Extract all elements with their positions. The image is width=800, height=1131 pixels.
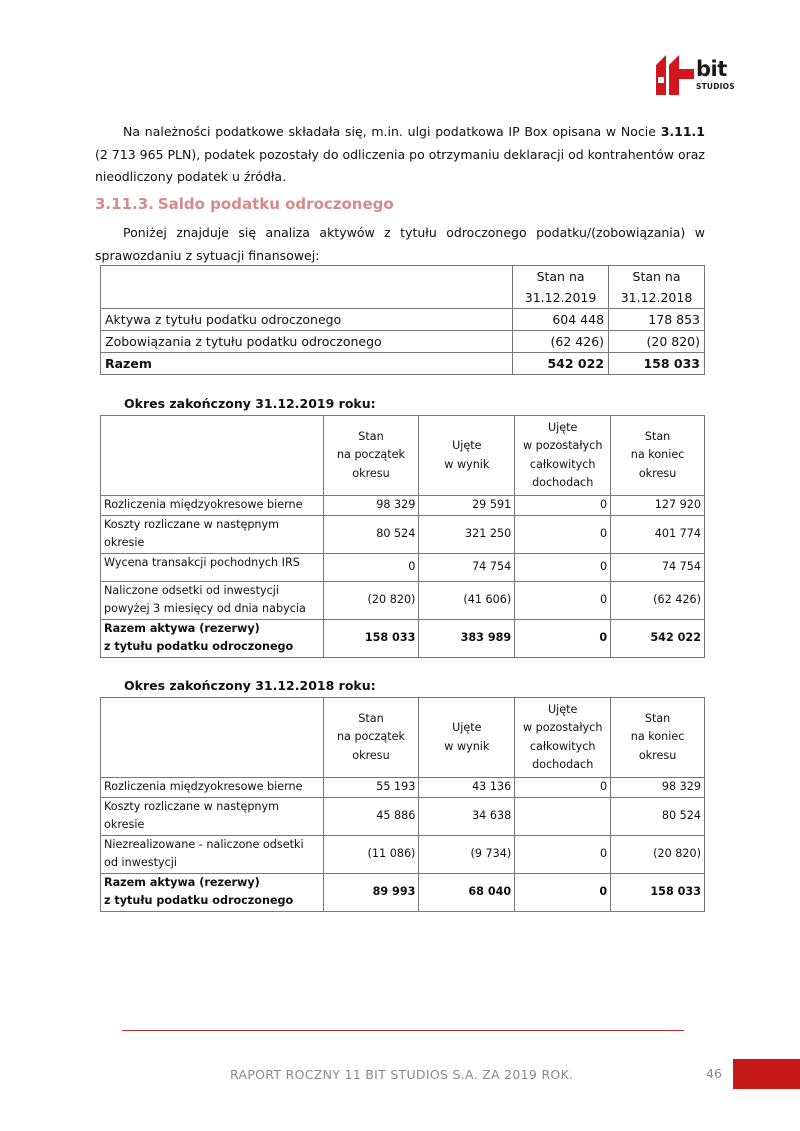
- total-profit: 68 040: [419, 873, 515, 911]
- closing-value: (20 820): [611, 835, 705, 873]
- total-oci: 0: [515, 619, 611, 657]
- oci-value: 0: [515, 553, 611, 581]
- oci-value: [515, 797, 611, 835]
- value-2018: 178 853: [609, 309, 705, 331]
- total-profit: 383 989: [419, 619, 515, 657]
- row-label: Zobowiązania z tytułu podatku odroczonego: [101, 331, 513, 353]
- header-opening-balance: Stan na początek okresu: [323, 416, 419, 496]
- closing-value: 127 920: [611, 496, 705, 516]
- analysis-paragraph: [95, 222, 705, 267]
- closing-value: 98 329: [611, 778, 705, 798]
- opening-value: 45 886: [323, 797, 419, 835]
- 11-bit-studios-logo-icon: [656, 55, 694, 95]
- summary-table: [100, 265, 705, 375]
- table-total-row: [101, 353, 705, 375]
- footer-accent-block: [733, 1059, 800, 1089]
- section-title: Saldo podatku odroczonego: [157, 195, 394, 213]
- profit-value: 34 638: [419, 797, 515, 835]
- closing-value: 401 774: [611, 515, 705, 553]
- oci-value: 0: [515, 515, 611, 553]
- table-row: [101, 553, 705, 581]
- table-header-row: [101, 266, 705, 309]
- closing-value: (62 426): [611, 581, 705, 619]
- value-2019: (62 426): [513, 331, 609, 353]
- opening-value: (11 086): [323, 835, 419, 873]
- table-header-row: [101, 416, 705, 496]
- table-row: [101, 797, 705, 835]
- total-label: Razem aktywa (rezerwy) z tytułu podatku odroczonego: [101, 873, 324, 911]
- opening-value: (20 820): [323, 581, 419, 619]
- table-row: [101, 581, 705, 619]
- profit-value: 43 136: [419, 778, 515, 798]
- profit-value: 321 250: [419, 515, 515, 553]
- oci-value: 0: [515, 778, 611, 798]
- header-2018: Stan na 31.12.2018: [609, 266, 705, 309]
- opening-value: 98 329: [323, 496, 419, 516]
- opening-value: 80 524: [323, 515, 419, 553]
- intro-text-after: (2 713 965 PLN), podatek pozostały do odliczenia po otrzymaniu deklaracji od kontrahentów oraz nieodliczony podatek u źródła.: [95, 146, 705, 184]
- row-label: Rozliczenia międzyokresowe bierne: [101, 496, 324, 516]
- total-oci: 0: [515, 873, 611, 911]
- table-row: [101, 496, 705, 516]
- header-recognized-in-oci: Ujęte w pozostałych całkowitych dochodach: [515, 416, 611, 496]
- total-label: Razem aktywa (rezerwy) z tytułu podatku odroczonego: [101, 619, 324, 657]
- footer-text: RAPORT ROCZNY 11 BIT STUDIOS S.A. ZA 2019 ROK.: [230, 1067, 574, 1082]
- total-closing: 542 022: [611, 619, 705, 657]
- header-recognized-in-oci: Ujęte w pozostałych całkowitych dochodach: [515, 698, 611, 778]
- closing-value: 80 524: [611, 797, 705, 835]
- table-header-row: [101, 698, 705, 778]
- page-number: 46: [706, 1066, 722, 1081]
- header-closing-balance: Stan na koniec okresu: [611, 698, 705, 778]
- profit-value: 29 591: [419, 496, 515, 516]
- header-closing-balance: Stan na koniec okresu: [611, 416, 705, 496]
- total-opening: 158 033: [323, 619, 419, 657]
- closing-value: 74 754: [611, 553, 705, 581]
- table-row: [101, 515, 705, 553]
- total-closing: 158 033: [611, 873, 705, 911]
- opening-value: 0: [323, 553, 419, 581]
- value-2019: 604 448: [513, 309, 609, 331]
- row-label: Koszty rozliczane w następnym okresie: [101, 797, 324, 835]
- oci-value: 0: [515, 835, 611, 873]
- header-2019: Stan na 31.12.2019: [513, 266, 609, 309]
- row-label: Koszty rozliczane w następnym okresie: [101, 515, 324, 553]
- profit-value: 74 754: [419, 553, 515, 581]
- profit-value: (41 606): [419, 581, 515, 619]
- profit-value: (9 734): [419, 835, 515, 873]
- period-2018-heading: Okres zakończony 31.12.2018 roku:: [124, 678, 376, 693]
- row-label: Aktywa z tytułu podatku odroczonego: [101, 309, 513, 331]
- analysis-text: Poniżej znajduje się analiza aktywów z tytułu odroczonego podatku/(zobowiązania) w sprawozdaniu z sytuacji finansowej:: [95, 225, 705, 263]
- period-2019-table: [100, 415, 705, 658]
- table-row: [101, 331, 705, 353]
- period-2019-heading: Okres zakończony 31.12.2019 roku:: [124, 396, 376, 411]
- header-empty-cell: [101, 698, 324, 778]
- intro-paragraph: [95, 121, 705, 189]
- note-reference: 3.11.1: [660, 124, 705, 139]
- company-logo: [656, 55, 736, 99]
- footer-divider: [122, 1030, 684, 1031]
- section-heading: [95, 195, 394, 213]
- table-row: [101, 835, 705, 873]
- row-label: Naliczone odsetki od inwestycji powyżej 3 miesięcy od dnia nabycia: [101, 581, 324, 619]
- total-label: Razem: [101, 353, 513, 375]
- intro-text-before: Na należności podatkowe składała się, m.in. ulgi podatkowa IP Box opisana w Nocie: [123, 124, 661, 139]
- total-2019: 542 022: [513, 353, 609, 375]
- table-row: [101, 309, 705, 331]
- header-opening-balance: Stan na początek okresu: [323, 698, 419, 778]
- header-empty-cell: [101, 416, 324, 496]
- header-recognized-in-profit: Ujęte w wynik: [419, 416, 515, 496]
- value-2018: (20 820): [609, 331, 705, 353]
- total-opening: 89 993: [323, 873, 419, 911]
- logo-subtitle: STUDIOS: [696, 82, 735, 91]
- section-number: 3.11.3.: [95, 195, 154, 213]
- opening-value: 55 193: [323, 778, 419, 798]
- total-2018: 158 033: [609, 353, 705, 375]
- row-label: Niezrealizowane - naliczone odsetki od inwestycji: [101, 835, 324, 873]
- table-total-row: [101, 873, 705, 911]
- row-label: Rozliczenia międzyokresowe bierne: [101, 778, 324, 798]
- period-2018-table: [100, 697, 705, 912]
- table-row: [101, 778, 705, 798]
- oci-value: 0: [515, 496, 611, 516]
- header-empty-cell: [101, 266, 513, 309]
- row-label: Wycena transakcji pochodnych IRS: [101, 553, 324, 581]
- oci-value: 0: [515, 581, 611, 619]
- logo-wordmark: bit: [696, 57, 727, 81]
- header-recognized-in-profit: Ujęte w wynik: [419, 698, 515, 778]
- table-total-row: [101, 619, 705, 657]
